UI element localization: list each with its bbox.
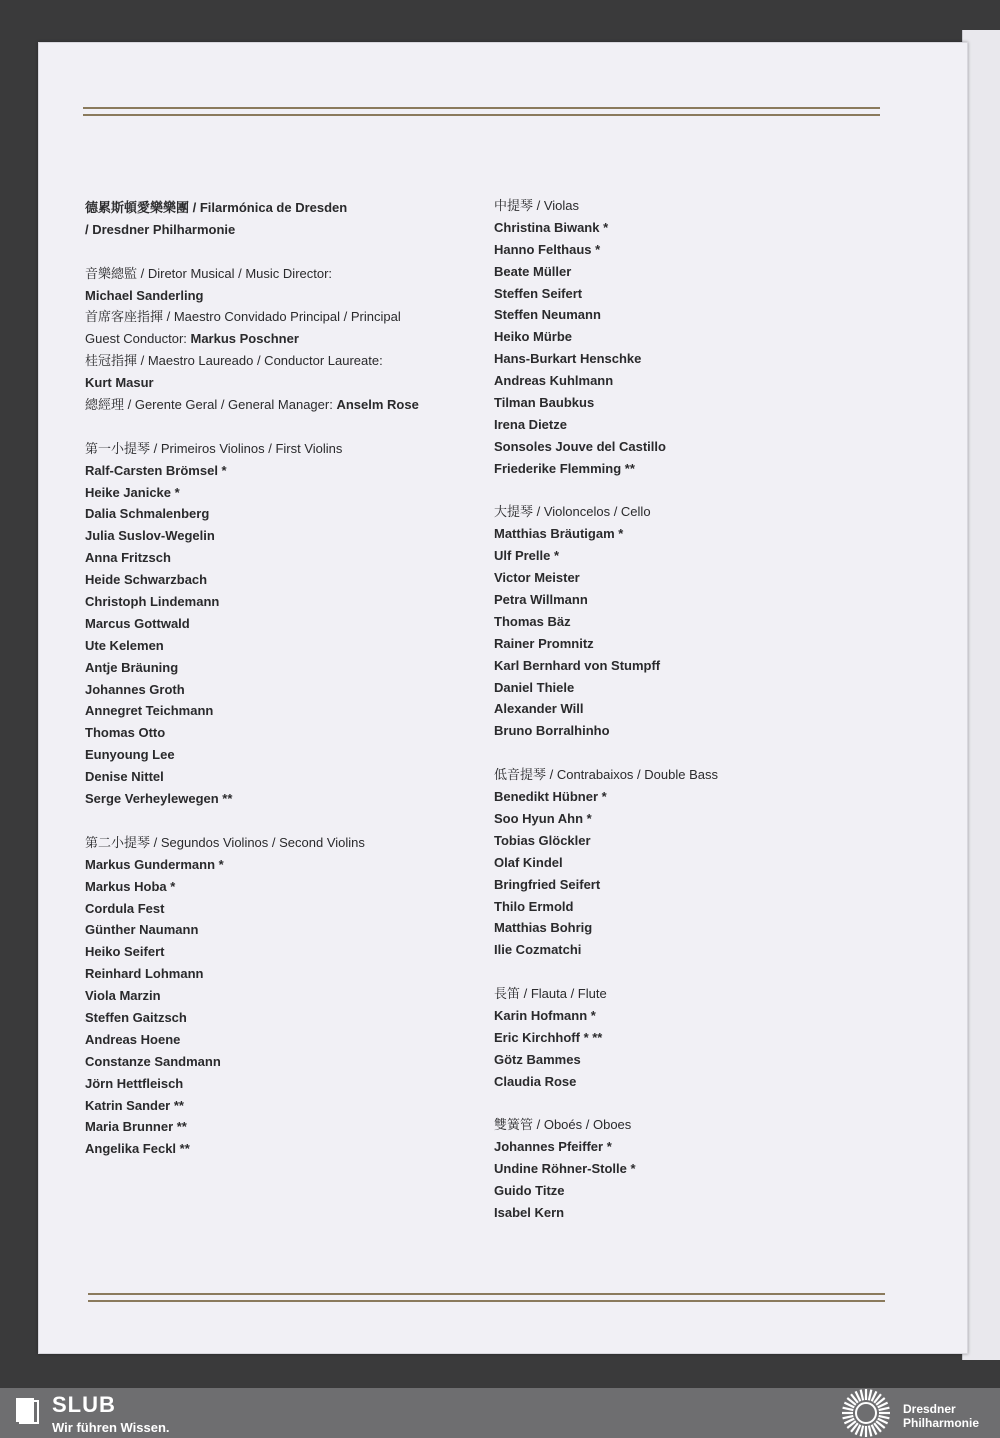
name-text: Marcus Gottwald [85, 615, 190, 631]
roster-line [494, 852, 924, 874]
blank-line [494, 961, 924, 983]
name-text: Daniel Thiele [494, 679, 575, 695]
name-text: Antje Bräuning [85, 659, 179, 675]
name-text: Thomas Bäz [494, 613, 571, 629]
slub-tagline: Wir führen Wissen. [52, 1420, 170, 1435]
name-text: Dalia Schmalenberg [85, 506, 210, 522]
right-column [494, 195, 924, 1224]
roster-line [85, 285, 485, 307]
section-heading [85, 438, 485, 460]
label-text: 總經理 / Gerente Geral / General Manager: [85, 397, 337, 413]
slub-name: SLUB [52, 1392, 116, 1417]
roster-line [494, 1180, 924, 1202]
label-text: 中提琴 / Violas [494, 198, 580, 213]
name-text: Tilman Baubkus [494, 395, 595, 411]
roster-line [494, 1202, 924, 1224]
name-text: Kurt Masur [85, 375, 154, 391]
name-text: Victor Meister [494, 570, 580, 586]
roster-line [85, 1138, 485, 1160]
roster-line [85, 591, 485, 613]
roster-line [494, 698, 924, 720]
roster-line [494, 370, 924, 392]
section-heading [85, 263, 485, 285]
section-heading [494, 764, 924, 786]
name-text: Heide Schwarzbach [85, 572, 208, 588]
roster-line [85, 766, 485, 788]
name-text: Ilie Cozmatchi [494, 942, 582, 958]
roster-line [85, 744, 485, 766]
name-text: Karin Hofmann * [494, 1007, 596, 1023]
label-text: 雙簧管 / Oboés / Oboes [494, 1117, 632, 1133]
name-text: Cordula Fest [85, 900, 165, 916]
name-text: Steffen Neumann [494, 307, 601, 323]
roster-line [494, 436, 924, 458]
roster-line [494, 939, 924, 961]
roster-line [494, 283, 924, 305]
roster-line [85, 460, 485, 482]
label-text: 首席客座指揮 / Maestro Convidado Principal / Principal [85, 309, 401, 325]
name-text: Hanno Felthaus * [494, 241, 601, 257]
roster-line [85, 854, 485, 876]
roster-line [85, 482, 485, 504]
section-heading [85, 832, 485, 854]
roster-line [85, 1051, 485, 1073]
roster-line [85, 788, 485, 810]
roster-line [85, 700, 485, 722]
name-text: Friederike Flemming ** [494, 460, 635, 476]
label-text: 第二小提琴 / Segundos Violinos / Second Violins [85, 834, 365, 850]
name-text: Petra Willmann [494, 592, 588, 608]
roster-line [85, 722, 485, 744]
section-heading [494, 501, 924, 523]
roster-line [85, 657, 485, 679]
roster-line [494, 239, 924, 261]
name-text: Constanze Sandmann [85, 1053, 221, 1069]
name-text: Benedikt Hübner * [494, 789, 607, 805]
roster-line [85, 635, 485, 657]
name-text: Anselm Rose [336, 397, 419, 413]
roster-line [85, 613, 485, 635]
name-text: Eric Kirchhoff * ** [494, 1029, 603, 1045]
roster-line [494, 523, 924, 545]
name-text: Denise Nittel [85, 769, 164, 785]
name-text: Soo Hyun Ahn * [494, 810, 592, 826]
label-text: 桂冠指揮 / Maestro Laureado / Conductor Laureate: [85, 353, 383, 369]
roster-line [494, 677, 924, 699]
name-text: Isabel Kern [494, 1204, 565, 1220]
roster-line [494, 611, 924, 633]
roster-line [85, 1007, 485, 1029]
roster-line [494, 545, 924, 567]
name-text: Ute Kelemen [85, 637, 164, 653]
label-text: Guest Conductor: [85, 331, 191, 347]
roster-line [494, 1005, 924, 1027]
name-text: Tobias Glöckler [494, 832, 591, 848]
roster-line [85, 197, 485, 219]
roster-line [85, 372, 485, 394]
name-text: Steffen Seifert [494, 285, 583, 301]
name-text: Heike Janicke * [85, 484, 180, 500]
name-text: Olaf Kindel [494, 854, 563, 870]
roster-line [85, 569, 485, 591]
roster-line [494, 633, 924, 655]
roster-line [85, 898, 485, 920]
roster-line [494, 917, 924, 939]
name-text: Anna Fritzsch [85, 550, 171, 566]
roster-line [494, 261, 924, 283]
name-text: Günther Naumann [85, 922, 199, 938]
name-text: Markus Hoba * [85, 878, 176, 894]
roster-line [85, 876, 485, 898]
name-text: Viola Marzin [85, 988, 161, 1004]
roster-line [494, 896, 924, 918]
name-text: Irena Dietze [494, 416, 567, 432]
name-text: Rainer Promnitz [494, 635, 594, 651]
bottom-double-rule [88, 1293, 885, 1302]
roster-line [85, 941, 485, 963]
name-text: Michael Sanderling [85, 287, 204, 303]
roster-line [494, 808, 924, 830]
name-text: Johannes Pfeiffer * [494, 1139, 612, 1155]
roster-line [85, 394, 485, 416]
dp-line-1: Dresdner [903, 1402, 956, 1416]
document-page [38, 42, 968, 1354]
blank-line [85, 241, 485, 263]
roster-line [85, 1029, 485, 1051]
label-text: 第一小提琴 / Primeiros Violinos / First Violins [85, 440, 343, 456]
roster-line [85, 985, 485, 1007]
name-text: Annegret Teichmann [85, 703, 214, 719]
name-text: Claudia Rose [494, 1073, 577, 1089]
roster-line [494, 1027, 924, 1049]
section-heading [494, 983, 924, 1005]
label-text: 音樂總監 / Diretor Musical / Music Director: [85, 265, 333, 281]
roster-line [494, 414, 924, 436]
name-text: Karl Bernhard von Stumpff [494, 657, 661, 673]
name-text: Alexander Will [494, 701, 584, 717]
roster-line [85, 919, 485, 941]
name-text: / Dresdner Philharmonie [85, 221, 236, 237]
roster-line [494, 458, 924, 480]
name-text: Katrin Sander ** [85, 1097, 184, 1113]
roster-line [494, 589, 924, 611]
roster-line [494, 874, 924, 896]
name-text: Angelika Feckl ** [85, 1141, 190, 1157]
roster-line [85, 679, 485, 701]
blank-line [494, 480, 924, 502]
name-text: Ulf Prelle * [494, 548, 560, 564]
roster-line [85, 503, 485, 525]
name-text: Bruno Borralhinho [494, 723, 610, 739]
roster-line [494, 1136, 924, 1158]
viewer-footer-bar [0, 1388, 1000, 1438]
roster-line [494, 1158, 924, 1180]
name-text: Guido Titze [494, 1183, 565, 1199]
name-text: Eunyoung Lee [85, 747, 175, 763]
roster-line [85, 525, 485, 547]
name-text: Hans-Burkart Henschke [494, 351, 642, 367]
name-text: Christoph Lindemann [85, 594, 220, 610]
book-stack-icon [14, 1396, 40, 1424]
roster-line [494, 786, 924, 808]
roster-line [85, 963, 485, 985]
name-text: 德累斯頓愛樂樂團 / Filarmónica de Dresden [85, 200, 348, 215]
roster-line [494, 720, 924, 742]
roster-line [85, 1116, 485, 1138]
name-text: Markus Poschner [190, 331, 299, 347]
name-text: Reinhard Lohmann [85, 966, 204, 982]
name-text: Heiko Mürbe [494, 329, 573, 345]
left-column [85, 197, 485, 1160]
name-text: Thilo Ermold [494, 898, 574, 914]
dp-line-2: Philharmonie [903, 1416, 980, 1430]
section-heading [494, 195, 924, 217]
blank-line [494, 1093, 924, 1115]
section-heading [85, 306, 485, 328]
blank-line [85, 810, 485, 832]
roster-line [494, 326, 924, 348]
roster-line [85, 328, 485, 350]
label-text: 長笛 / Flauta / Flute [494, 986, 607, 1002]
blank-line [494, 742, 924, 764]
dresdner-philharmonie-logo-text [903, 1402, 979, 1430]
roster-line [494, 348, 924, 370]
name-text: Maria Brunner ** [85, 1119, 187, 1135]
roster-line [85, 1095, 485, 1117]
name-text: Christina Biwank * [494, 219, 609, 235]
name-text: Bringfried Seifert [494, 876, 601, 892]
roster-line [494, 655, 924, 677]
top-double-rule [83, 107, 880, 116]
section-heading [494, 1114, 924, 1136]
name-text: Johannes Groth [85, 681, 185, 697]
name-text: Andreas Kuhlmann [494, 373, 614, 389]
name-text: Serge Verheylewegen ** [85, 791, 233, 807]
sunburst-icon [840, 1388, 892, 1438]
blank-line [85, 416, 485, 438]
name-text: Heiko Seifert [85, 944, 165, 960]
label-text: 低音提琴 / Contrabaixos / Double Bass [494, 767, 718, 783]
roster-line [85, 547, 485, 569]
roster-line [85, 1073, 485, 1095]
name-text: Thomas Otto [85, 725, 166, 741]
name-text: Beate Müller [494, 263, 572, 279]
roster-line [494, 1049, 924, 1071]
roster-line [494, 304, 924, 326]
roster-line [85, 219, 485, 241]
name-text: Jörn Hettfleisch [85, 1075, 184, 1091]
roster-line [494, 567, 924, 589]
name-text: Matthias Bohrig [494, 920, 593, 936]
roster-line [494, 830, 924, 852]
name-text: Götz Bammes [494, 1051, 581, 1067]
name-text: Matthias Bräutigam * [494, 526, 624, 542]
name-text: Andreas Hoene [85, 1031, 181, 1047]
name-text: Markus Gundermann * [85, 856, 224, 872]
name-text: Ralf-Carsten Brömsel * [85, 462, 227, 478]
label-text: 大提琴 / Violoncelos / Cello [494, 504, 651, 520]
roster-line [494, 1071, 924, 1093]
name-text: Undine Röhner-Stolle * [494, 1161, 636, 1177]
name-text: Julia Suslov-Wegelin [85, 528, 215, 544]
section-heading [85, 350, 485, 372]
roster-line [494, 217, 924, 239]
roster-line [494, 392, 924, 414]
name-text: Steffen Gaitzsch [85, 1009, 187, 1025]
name-text: Sonsoles Jouve del Castillo [494, 438, 666, 454]
